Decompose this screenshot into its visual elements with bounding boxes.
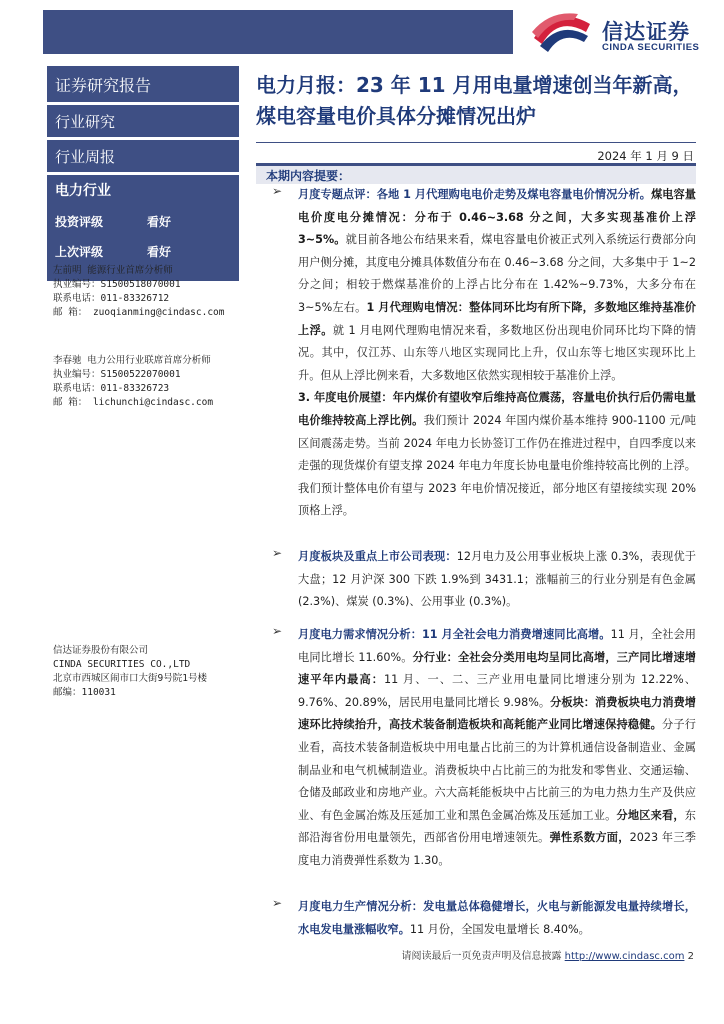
company-postcode: 邮编：110031 xyxy=(53,687,116,698)
rating-label: 投资评级 xyxy=(55,215,104,229)
page-footer xyxy=(360,947,694,962)
analyst-name-title: 李春驰 电力公用行业联席首席分析师 xyxy=(53,355,211,366)
summary-item xyxy=(272,184,696,523)
company-name-cn: 信达证券股份有限公司 xyxy=(53,645,149,656)
arrow-bullet-icon: ➢ xyxy=(272,896,283,910)
research-type-box xyxy=(47,105,239,137)
report-type-box xyxy=(47,66,239,102)
analyst-info xyxy=(53,264,241,320)
report-kind-box xyxy=(47,140,239,172)
prev-rating-value: 看好 xyxy=(147,245,172,259)
brand-logo xyxy=(528,10,718,56)
analyst-name-title: 左前明 能源行业首席分析师 xyxy=(53,265,173,276)
analyst-license: 执业编号：S1500518070001 xyxy=(53,279,181,290)
brand-en: CINDA SECURITIES xyxy=(602,42,700,53)
summary-paragraph: 月度电力需求情况分析：11 月全社会电力消费增速同比高增。11 月，全社会用电同比增长 11.60%。分行业：全社会分类用电均呈同比高增，三产同比增速增速平年内最高：11 月、一、二、三产业用电量同比增速分别为 12.22%、9.76%、20.89%，居民用电量同比增长 9.98%。分板块：消费板块电力消费增速环比持续抬升，高技术装备制造板块和高耗能产业同比增速保持稳健。分子行业看，高技术装备制造板块中用电量占比前三的为计算机通信设备制造业、金属制品业和电气机械制造业。消费板块中占比前三的为批发和零售业、交通运输、仓储及邮政业和房地产业。六大高耗能板块中占比前三的为电力热力生产及供应业、有色金属冶炼及压延加工业和黑色金属冶炼及压延加工业。分地区来看，东部沿海省份用电量领先，西部省份用电增速领先。弹性系数方面，2023 年三季度电力消费弹性系数为 1.30。 xyxy=(298,628,696,867)
cinda-logo-icon xyxy=(528,10,598,56)
header-banner xyxy=(43,10,513,54)
summary-heading-bar xyxy=(256,166,696,184)
report-kind: 行业周报 xyxy=(55,148,116,166)
report-title: 电力月报：23 年 11 月用电量增速创当年新高，煤电容量电价具体分摊情况出炉 xyxy=(256,73,693,128)
rating-value: 看好 xyxy=(147,215,172,229)
arrow-bullet-icon: ➢ xyxy=(272,184,283,198)
prev-rating-label: 上次评级 xyxy=(55,245,104,259)
report-type: 证券研究报告 xyxy=(55,76,152,95)
company-info xyxy=(53,644,241,700)
summary-item xyxy=(272,624,696,873)
summary-paragraph: 月度电力生产情况分析：发电量总体稳健增长，火电与新能源发电量持续增长，水电发电量涨幅收窄。11 月份，全国发电量增长 8.40%。 xyxy=(298,900,696,936)
summary-item xyxy=(272,896,696,941)
company-name-en: CINDA SECURITIES CO.,LTD xyxy=(53,659,191,670)
company-address: 北京市西城区闹市口大街9号院1号楼 xyxy=(53,673,207,684)
divider xyxy=(256,142,696,143)
analyst-email[interactable]: 邮 箱： lichunchi@cindasc.com xyxy=(53,397,214,408)
brand-name: 信达证券 xyxy=(602,20,690,44)
arrow-bullet-icon: ➢ xyxy=(272,546,283,560)
industry-name: 电力行业 xyxy=(55,183,111,199)
analyst-license: 执业编号：S1500522070001 xyxy=(53,369,181,380)
disclaimer-notice: 请阅读最后一页免责声明及信息披露 xyxy=(401,951,562,962)
analyst-email[interactable]: 邮 箱： zuoqianming@cindasc.com xyxy=(53,307,225,318)
report-date: 2024 年 1 月 9 日 xyxy=(597,149,694,163)
analyst-info xyxy=(53,354,241,410)
page-number: 2 xyxy=(687,951,694,962)
summary-heading: 本期内容提要： xyxy=(266,169,351,183)
arrow-bullet-icon: ➢ xyxy=(272,624,283,638)
research-type: 行业研究 xyxy=(55,113,116,131)
summary-paragraph: 月度板块及重点上市公司表现：12月电力及公用事业板块上涨 0.3%，表现优于大盘；12 月沪深 300 下跌 1.9%到 3431.1；涨幅前三的行业分别是有色金属 (2.3%)、煤炭 (0.3%)、公用事业 (0.3%)。 xyxy=(298,550,696,609)
summary-item xyxy=(272,546,696,614)
analyst-phone: 联系电话：011-83326723 xyxy=(53,383,170,394)
website-link[interactable]: http://www.cindasc.com xyxy=(564,951,685,962)
analyst-phone: 联系电话：011-83326712 xyxy=(53,293,170,304)
sidebar xyxy=(47,66,239,706)
summary-paragraph: 月度专题点评：各地 1 月代理购电电价走势及煤电容量电价情况分析。煤电容量电价度电分摊情况：分布于 0.46~3.68 分之间，大多实现基准价上浮 3~5%。就目前各地公布结果来看，煤电容量电价被正式列入系统运行费部分向用户侧分摊，其度电分摊具体数值分布在 0.46~3.68 分之间，大多集中于 1~2 分之间；相较于燃煤基准价的上浮占比分布在 1.42%~9.73%，大多分布在 3~5%左右。1 月代理购电情况：整体同环比均有所下降，多数地区维持基准价上浮。就 1 月电网代理购电情况来看，多数地区份出现电价同环比均下降的情况。其中，仅江苏、山东等八地区实现同比上升，仅山东等七地区实现环比上升。但从上浮比例来看，大多数地区依然实现相较于基准价上浮。 3. 年度电价展望：年内煤价有望收窄后维持高位震荡，容量电价执行后仍需电量电价维持较高上浮比例。我们预计 2024 年国内煤价基本维持 900-1100 元/吨区间震荡走势。当前 2024 年电力长协签订工作仍在推进过程中，自四季度以来走强的现货煤价有望支撑 2024 年电力年度长协电量电价维持较高比例的上浮。我们预计整体电价有望与 2023 年电价情况接近，部分地区有望接续实现 20%顶格上浮。 xyxy=(298,188,696,518)
